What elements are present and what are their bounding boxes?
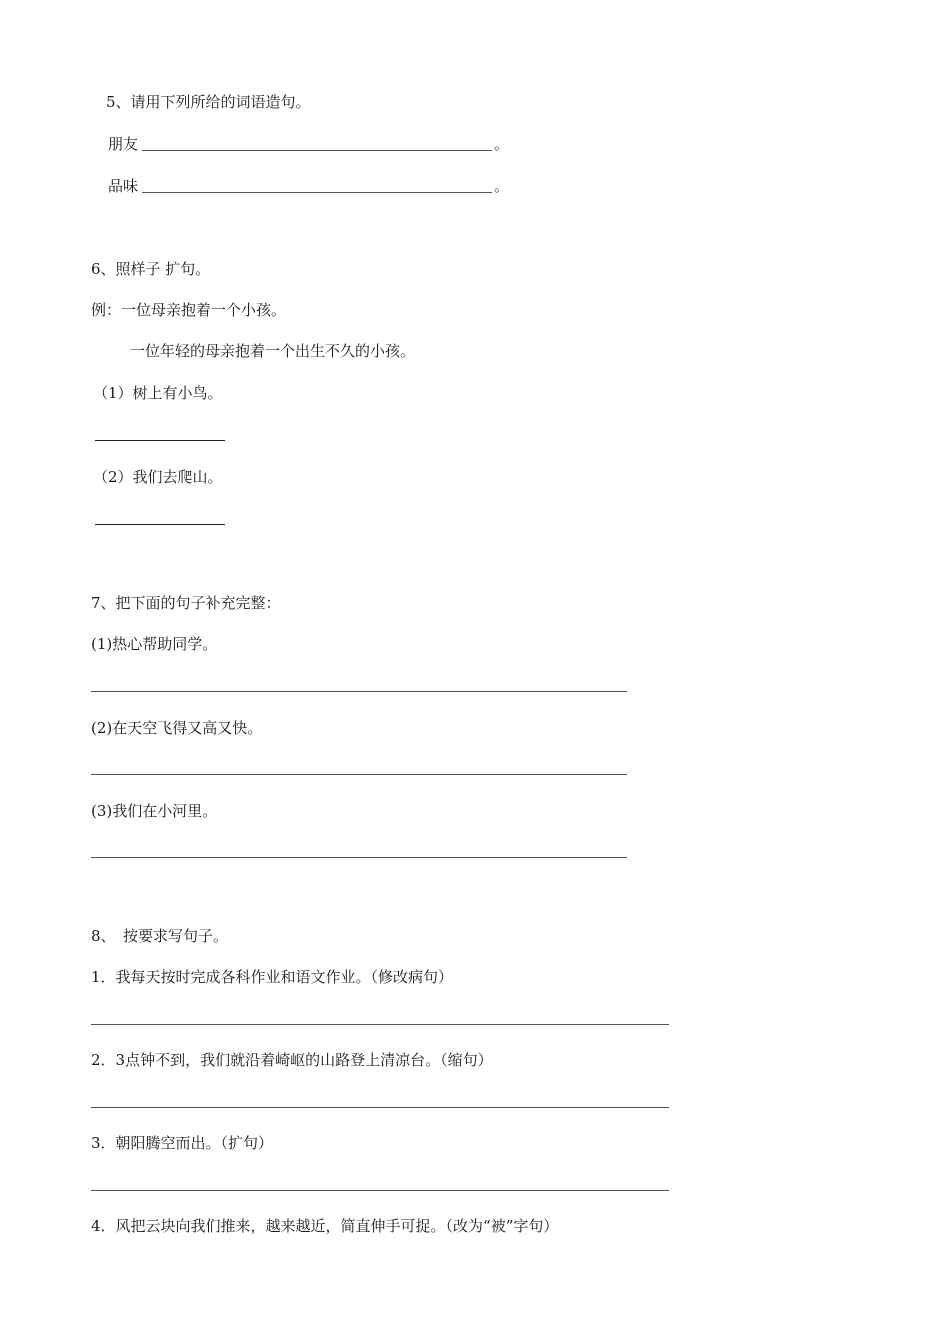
q5-end-2: 。: [494, 177, 510, 195]
q7-title: 7、把下面的句子补充完整：: [91, 594, 281, 612]
q5-answer-line-1[interactable]: [142, 150, 492, 151]
q8-item-3: 3．朝阳腾空而出。（扩句）: [91, 1134, 274, 1152]
q7-item-2: (2)在天空飞得又高又快。: [91, 719, 263, 737]
q6-title: 6、照样子 扩句。: [91, 260, 211, 278]
q7-item-1: (1)热心帮助同学。: [91, 635, 218, 653]
q7-item-3: (3)我们在小河里。: [91, 802, 218, 820]
q8-item-4: 4．风把云块向我们推来，越来越近，简直伸手可捉。（改为“被”字句）: [91, 1217, 559, 1235]
q8-answer-line-3[interactable]: [91, 1190, 669, 1191]
q5-title: 5、请用下列所给的词语造句。: [106, 93, 311, 111]
q7-answer-line-3[interactable]: [91, 857, 627, 858]
q5-word-2: 品味: [108, 177, 139, 195]
q8-answer-line-2[interactable]: [91, 1107, 669, 1108]
q6-item-1: （1）树上有小鸟。: [93, 384, 223, 402]
q8-item-1: 1．我每天按时完成各科作业和语文作业。（修改病句）: [91, 968, 454, 986]
q6-answer-line-1[interactable]: [95, 440, 225, 441]
q5-end-1: 。: [494, 135, 510, 153]
q6-item-2: （2）我们去爬山。: [93, 468, 223, 486]
q5-answer-line-2[interactable]: [142, 192, 492, 193]
q7-answer-line-2[interactable]: [91, 774, 627, 775]
q8-answer-line-1[interactable]: [91, 1024, 669, 1025]
q6-answer-line-2[interactable]: [95, 524, 225, 525]
q6-example-answer: 一位年轻的母亲抱着一个出生不久的小孩。: [130, 342, 416, 360]
q5-word-1: 朋友: [108, 135, 139, 153]
q7-answer-line-1[interactable]: [91, 691, 627, 692]
q8-item-2: 2．3点钟不到，我们就沿着崎岖的山路登上清凉台。（缩句）: [91, 1051, 493, 1069]
q8-title: 8、 按要求写句子。: [91, 927, 229, 945]
q6-example-label: 例：一位母亲抱着一个小孩。: [91, 301, 287, 319]
